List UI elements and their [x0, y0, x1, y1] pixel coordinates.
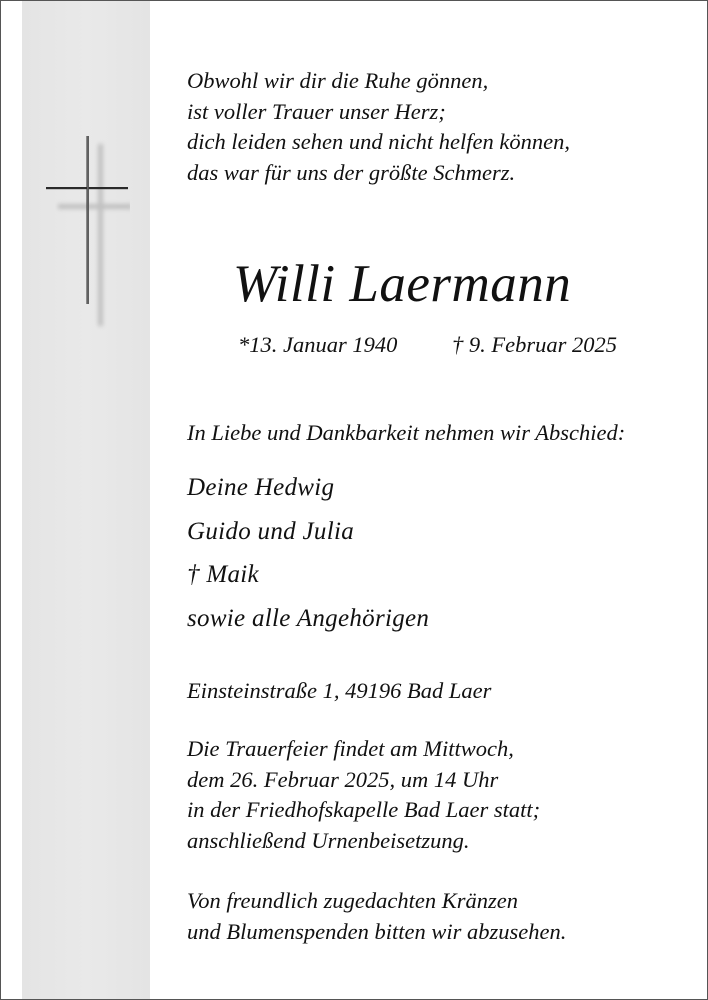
- verse: [187, 66, 570, 188]
- verse-line: dich leiden sehen und nicht helfen können,: [187, 129, 571, 154]
- flowers-note: [187, 886, 566, 947]
- service-line: dem 26. Februar 2025, um 14 Uhr: [187, 766, 499, 792]
- service-line: Die Trauerfeier findet am Mittwoch,: [187, 736, 514, 761]
- deceased-name: Willi Laermann: [233, 255, 572, 313]
- farewell-line: In Liebe und Dankbarkeit nehmen wir Abschied:: [187, 420, 626, 445]
- verse-line: das war für uns der größte Schmerz.: [187, 159, 516, 185]
- mourner-item: sowie alle Angehörigen: [187, 604, 430, 632]
- service-info: [187, 734, 540, 856]
- birth-date: *13. Januar 1940: [238, 332, 398, 357]
- mourner-item: Guido und Julia: [187, 517, 354, 545]
- service-line: anschließend Urnenbeisetzung.: [187, 827, 470, 853]
- flowers-line: und Blumenspenden bitten wir abzusehen.: [187, 918, 567, 944]
- verse-line: Obwohl wir dir die Ruhe gönnen,: [187, 68, 489, 93]
- verse-line: ist voller Trauer unser Herz;: [187, 98, 446, 124]
- address: Einsteinstraße 1, 49196 Bad Laer: [187, 678, 492, 703]
- flowers-line: Von freundlich zugedachten Kränzen: [187, 888, 518, 913]
- mourner-item: † Maik: [187, 561, 259, 588]
- cross-icon: [46, 132, 130, 332]
- mourner-item: Deine Hedwig: [187, 474, 335, 501]
- death-date: † 9. Februar 2025: [452, 332, 617, 357]
- mourners-list: [187, 466, 429, 640]
- service-line: in der Friedhofskapelle Bad Laer statt;: [187, 797, 541, 822]
